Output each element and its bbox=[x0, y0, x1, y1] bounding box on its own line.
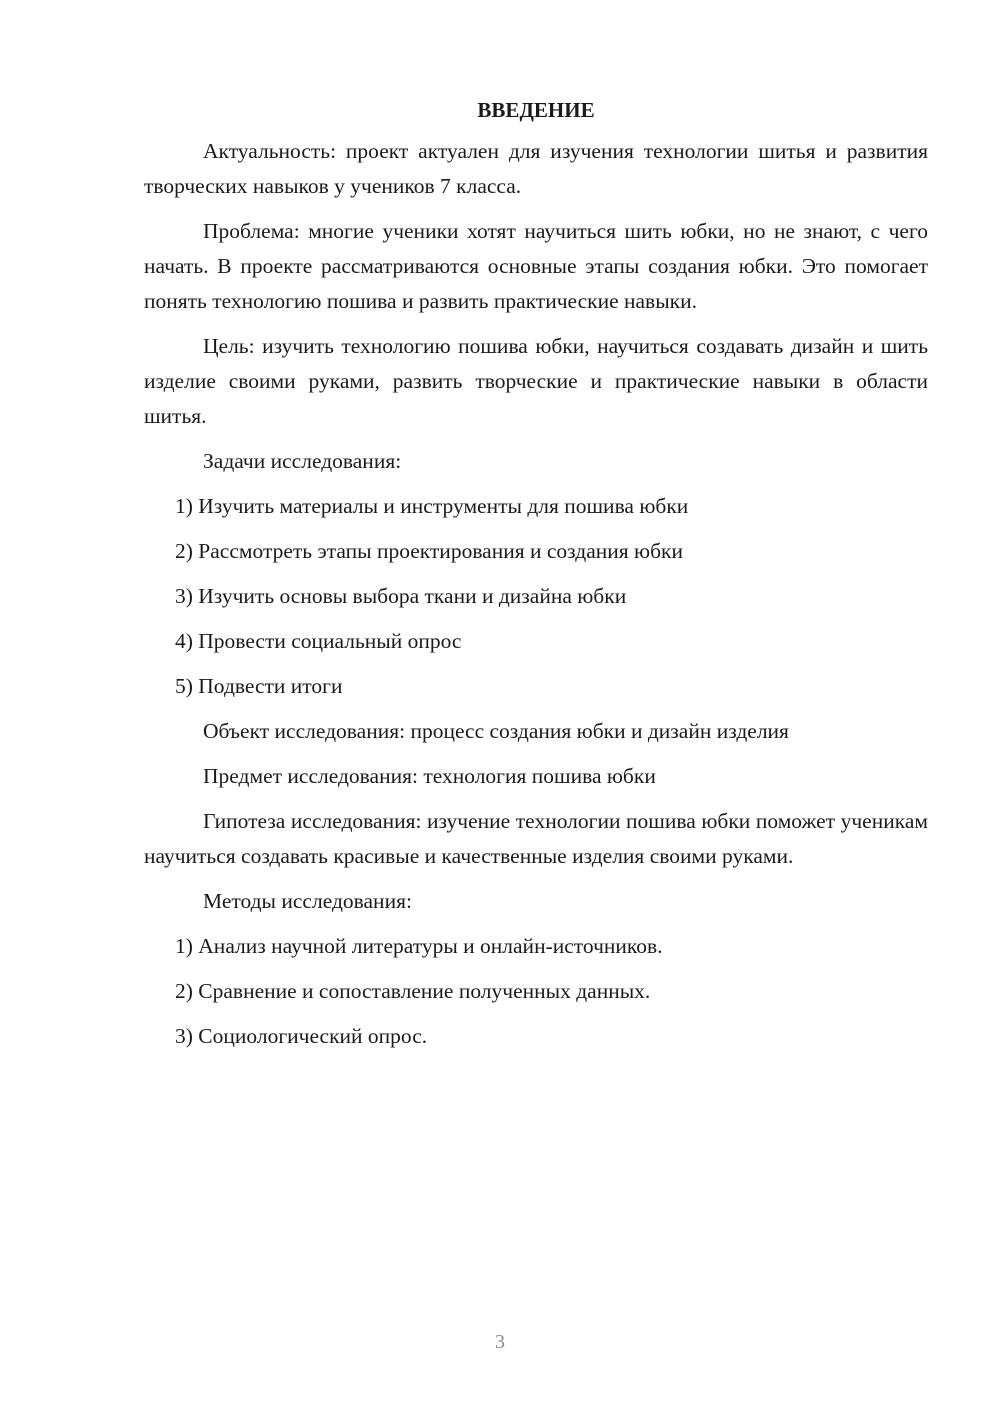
document-page bbox=[144, 92, 928, 1064]
tasks-heading: Задачи исследования: bbox=[203, 449, 402, 473]
list-item: 1) Анализ научной литературы и онлайн-источников. bbox=[175, 934, 663, 958]
list-item: 4) Провести социальный опрос bbox=[175, 629, 462, 653]
list-item: 3) Социологический опрос. bbox=[175, 1024, 428, 1048]
page-title: ВВЕДЕНИЕ bbox=[477, 98, 595, 122]
subject-line: Предмет исследования: технология пошива юбки bbox=[203, 764, 656, 788]
page-number: 3 bbox=[495, 1331, 505, 1353]
list-item: 2) Рассмотреть этапы проектирования и создания юбки bbox=[175, 539, 683, 563]
methods-list bbox=[144, 929, 928, 1054]
list-item: 2) Сравнение и сопоставление полученных данных. bbox=[175, 979, 651, 1003]
list-item: 1) Изучить материалы и инструменты для пошива юбки bbox=[175, 494, 689, 518]
tasks-list bbox=[144, 489, 928, 704]
relevance-paragraph: Актуальность: проект актуален для изучения технологии шитья и развития творческих навыков у учеников 7 класса. bbox=[144, 139, 928, 198]
goal-paragraph: Цель: изучить технологию пошива юбки, научиться создавать дизайн и шить изделие своими руками, развить творческие и практические навыки в области шитья. bbox=[144, 334, 928, 428]
hypothesis-paragraph: Гипотеза исследования: изучение технологии пошива юбки поможет ученикам научиться создавать красивые и качественные изделия своими руками. bbox=[144, 809, 928, 868]
methods-heading: Методы исследования: bbox=[203, 889, 412, 913]
list-item: 5) Подвести итоги bbox=[175, 674, 343, 698]
problem-paragraph: Проблема: многие ученики хотят научиться шить юбки, но не знают, с чего начать. В проекте рассматриваются основные этапы создания юбки. Это помогает понять технологию пошива и развить практические навыки. bbox=[144, 219, 928, 313]
list-item: 3) Изучить основы выбора ткани и дизайна юбки bbox=[175, 584, 627, 608]
object-line: Объект исследования: процесс создания юбки и дизайн изделия bbox=[203, 719, 789, 743]
